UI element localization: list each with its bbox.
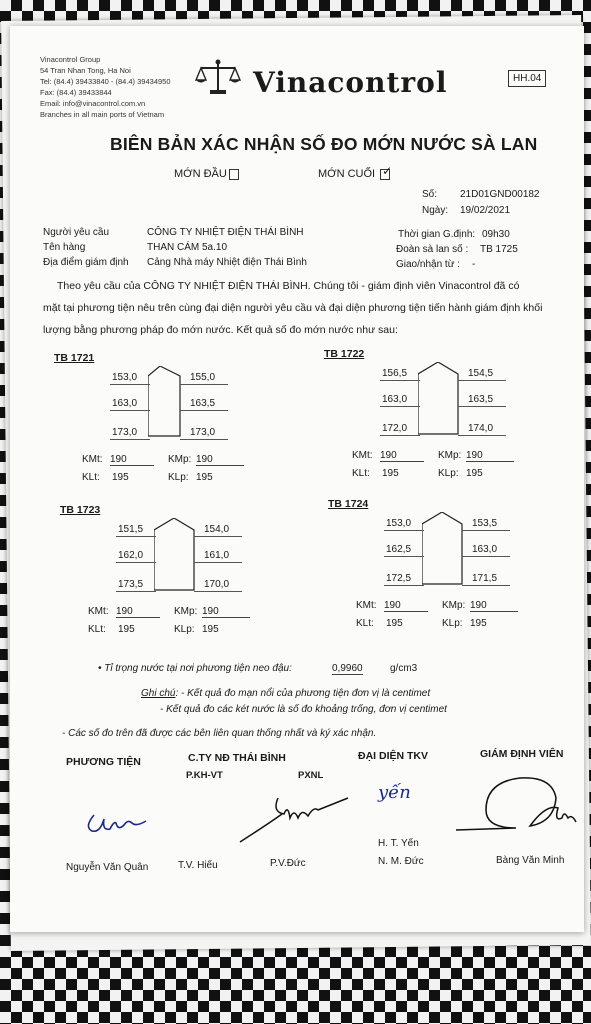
mon-cuoi-checkbox <box>380 163 393 180</box>
ten-hang-label: Tên hàng <box>43 242 86 253</box>
klt-label: KLt: <box>88 624 106 635</box>
draft-line <box>194 591 242 592</box>
draft-bottom-right: 171,5 <box>472 573 498 584</box>
company-fax: Fax: (84.4) 39433844 <box>40 88 112 97</box>
kmt-label: KMt: <box>88 606 109 617</box>
draft-line <box>180 384 228 385</box>
barge-name: TB 1723 <box>60 504 101 516</box>
cty-role: C.TY NĐ THÁI BÌNH <box>188 752 286 764</box>
document-title: BIÊN BẢN XÁC NHẬN SỐ ĐO MỚN NƯỚC SÀ LAN <box>110 134 538 154</box>
kmp-label: KMp: <box>438 450 462 461</box>
mon-dau-checkbox <box>229 169 239 180</box>
density-label: • Tỉ trọng nước tại nơi phương tiện neo đậu: <box>98 663 292 674</box>
klp-value: 195 <box>470 618 487 629</box>
klp-value: 195 <box>196 472 213 483</box>
barge-name: TB 1721 <box>54 352 95 364</box>
barge-hull-shape <box>422 512 464 588</box>
draft-top-left: 156,5 <box>382 368 408 379</box>
klt-label: KLt: <box>352 468 370 479</box>
name-duc-nm: N. M. Đức <box>378 856 424 867</box>
intro-line-1: Theo yêu cầu của CÔNG TY NHIỆT ĐIỆN THÁI BÌNH. Chúng tôi - giám định viên Vinacontrol đã có <box>57 280 520 292</box>
draft-line <box>462 585 510 586</box>
klp-label: KLp: <box>438 468 459 479</box>
ten-hang-value: THAN CÁM 5a.10 <box>147 242 228 253</box>
draft-line <box>462 556 510 557</box>
draft-line <box>384 556 424 557</box>
draft-bottom-left: 173,5 <box>118 579 144 590</box>
barge-name: TB 1724 <box>328 498 369 510</box>
draft-mid-left: 163,0 <box>382 394 408 405</box>
draft-line <box>116 591 156 592</box>
draft-top-right: 154,5 <box>468 368 494 379</box>
pxnl-role: PXNL <box>298 770 324 781</box>
draft-line <box>384 530 424 531</box>
document-sheet <box>10 26 584 932</box>
ngay-value: 19/02/2021 <box>460 205 511 216</box>
draft-line <box>180 410 228 411</box>
draft-line <box>458 380 506 381</box>
thoi-gian-label: Thời gian G.định: <box>398 229 476 240</box>
so-label: Số: <box>422 189 438 200</box>
klp-value: 195 <box>202 624 219 635</box>
kmp-value: 190 <box>202 606 250 618</box>
draft-line <box>194 562 242 563</box>
draft-top-left: 153,0 <box>112 372 138 383</box>
klt-label: KLt: <box>82 472 100 483</box>
draft-top-right: 153,5 <box>472 518 498 529</box>
klt-label: KLt: <box>356 618 374 629</box>
company-address: 54 Tran Nhan Tong, Ha Noi <box>40 66 131 75</box>
density-number: 0,9960 <box>332 663 363 674</box>
kmp-label: KMp: <box>174 606 198 617</box>
kmt-value: 190 <box>384 600 428 612</box>
kmp-value: 190 <box>466 450 514 462</box>
thoi-gian-value: 09h30 <box>482 229 510 240</box>
so-value: 21D01GND00182 <box>460 189 540 200</box>
dia-diem-value: Cảng Nhà máy Nhiệt điện Thái Bình <box>147 257 307 268</box>
draft-line <box>380 406 420 407</box>
barge-hull-shape <box>148 366 182 442</box>
check-mark-icon: ✓ <box>382 163 393 178</box>
draft-line <box>116 562 156 563</box>
draft-bottom-right: 170,0 <box>204 579 230 590</box>
nguoi-yeu-cau-value: CÔNG TY NHIỆT ĐIỆN THÁI BÌNH <box>147 227 304 238</box>
mon-dau-label: MỚN ĐẦU <box>174 168 227 180</box>
klp-label: KLp: <box>442 618 463 629</box>
kmt-label: KMt: <box>356 600 377 611</box>
draft-line <box>380 435 420 436</box>
barge-diagram <box>324 348 534 488</box>
draft-top-left: 153,0 <box>386 518 412 529</box>
draft-mid-right: 163,5 <box>468 394 494 405</box>
note-1: : - Kết quả đo mạn nổi của phương tiện đơn vị là centimet <box>175 688 431 699</box>
kmp-label: KMp: <box>442 600 466 611</box>
draft-bottom-left: 172,5 <box>386 573 412 584</box>
pkh-role: P.KH-VT <box>186 770 223 781</box>
draft-bottom-right: 173,0 <box>190 427 216 438</box>
barge-hull-shape <box>418 362 460 438</box>
draft-line <box>380 380 420 381</box>
giao-nhan-value: - <box>472 259 476 270</box>
ghi-chu-block <box>141 688 430 699</box>
mon-cuoi-label: MỚN CUỐI <box>318 168 376 180</box>
dai-dien-role: ĐẠI DIỆN TKV <box>358 750 429 762</box>
kmt-value: 190 <box>110 454 154 466</box>
draft-bottom-left: 173,0 <box>112 427 138 438</box>
kmt-label: KMt: <box>82 454 103 465</box>
signature-yen-text: yến <box>378 782 411 803</box>
draft-top-left: 151,5 <box>118 524 144 535</box>
doan-sa-lan-label: Đoàn sà lan số : <box>396 244 469 255</box>
giao-nhan-label: Giao/nhận từ : <box>396 259 460 270</box>
draft-line <box>462 530 510 531</box>
nguoi-yeu-cau-label: Người yêu cầu <box>43 227 110 238</box>
draft-line <box>180 439 228 440</box>
mon-cuoi-option <box>318 163 393 180</box>
name-duc-pv: P.V.Đức <box>270 858 306 869</box>
dia-diem-label: Địa điểm giám định <box>43 257 129 268</box>
draft-top-right: 155,0 <box>190 372 216 383</box>
draft-mid-left: 162,0 <box>118 550 144 561</box>
company-branches: Branches in all main ports of Vietnam <box>40 110 165 119</box>
draft-bottom-left: 172,0 <box>382 423 408 434</box>
draft-mid-left: 163,0 <box>112 398 138 409</box>
company-contact <box>40 54 171 120</box>
draft-bottom-right: 174,0 <box>468 423 494 434</box>
draft-mid-right: 163,5 <box>190 398 216 409</box>
kmp-value: 190 <box>196 454 244 466</box>
barge-name: TB 1722 <box>324 348 365 360</box>
klp-value: 195 <box>466 468 483 479</box>
giam-dinh-role: GIÁM ĐỊNH VIÊN <box>480 748 564 760</box>
kmt-value: 190 <box>116 606 160 618</box>
signature-quan <box>80 801 160 841</box>
note-2: - Kết quả đo các két nước là số đo khoảng trống, đơn vị centimet <box>160 704 447 715</box>
draft-line <box>110 439 150 440</box>
kmp-label: KMp: <box>168 454 192 465</box>
klt-value: 195 <box>386 618 403 629</box>
name-hieu: T.V. Hiếu <box>178 860 218 871</box>
intro-line-2: mặt tại phương tiện nêu trên cùng đại diện người yêu cầu và đại diện phương tiện tiến hành giám định khối <box>43 302 543 314</box>
vinacontrol-logo: Vinacontrol <box>253 66 448 99</box>
ghi-chu-label: Ghi chú <box>141 688 176 699</box>
kmt-label: KMt: <box>352 450 373 461</box>
density-value <box>332 663 384 674</box>
signature-minh <box>446 764 582 834</box>
barge-hull-shape <box>154 518 196 594</box>
draft-mid-right: 163,0 <box>472 544 498 555</box>
klt-value: 195 <box>382 468 399 479</box>
company-tel: Tel: (84.4) 39433840 - (84.4) 39434950 <box>40 77 171 86</box>
doan-sa-lan-value: TB 1725 <box>480 244 518 255</box>
scales-logo-icon <box>195 58 241 101</box>
name-quan: Nguyễn Văn Quân <box>66 862 149 873</box>
kmp-value: 190 <box>470 600 518 612</box>
klp-label: KLp: <box>168 472 189 483</box>
draft-top-right: 154,0 <box>204 524 230 535</box>
name-yen: H. T. Yến <box>378 838 419 849</box>
signature-pv-duc <box>238 784 358 844</box>
klp-label: KLp: <box>174 624 195 635</box>
ngay-label: Ngày: <box>422 205 449 216</box>
draft-line <box>110 410 150 411</box>
draft-mid-left: 162,5 <box>386 544 412 555</box>
draft-line <box>194 536 242 537</box>
draft-mid-right: 161,0 <box>204 550 230 561</box>
draft-line <box>384 585 424 586</box>
name-minh: Bàng Văn Minh <box>496 855 565 866</box>
klt-value: 195 <box>112 472 129 483</box>
density-unit: g/cm3 <box>390 663 418 674</box>
agreement-note: - Các số đo trên đã được các bên liên quan thống nhất và ký xác nhận. <box>62 728 377 739</box>
form-code: HH.04 <box>508 70 546 87</box>
company-email: Email: info@vinacontrol.com.vn <box>40 99 146 108</box>
draft-line <box>116 536 156 537</box>
signature-yen <box>376 774 416 810</box>
klt-value: 195 <box>118 624 135 635</box>
phuong-tien-role: PHƯƠNG TIỆN <box>66 756 141 768</box>
intro-line-3: lượng bằng phương pháp đo mớn nước. Kết quả số đo mớn nước như sau: <box>43 324 398 336</box>
barge-diagram <box>54 352 264 492</box>
draft-line <box>110 384 150 385</box>
draft-line <box>458 406 506 407</box>
draft-line <box>458 435 506 436</box>
mon-dau-option <box>174 168 239 180</box>
kmt-value: 190 <box>380 450 424 462</box>
barge-diagram <box>60 504 270 644</box>
company-group: Vinacontrol Group <box>40 55 101 64</box>
barge-diagram <box>328 498 538 638</box>
